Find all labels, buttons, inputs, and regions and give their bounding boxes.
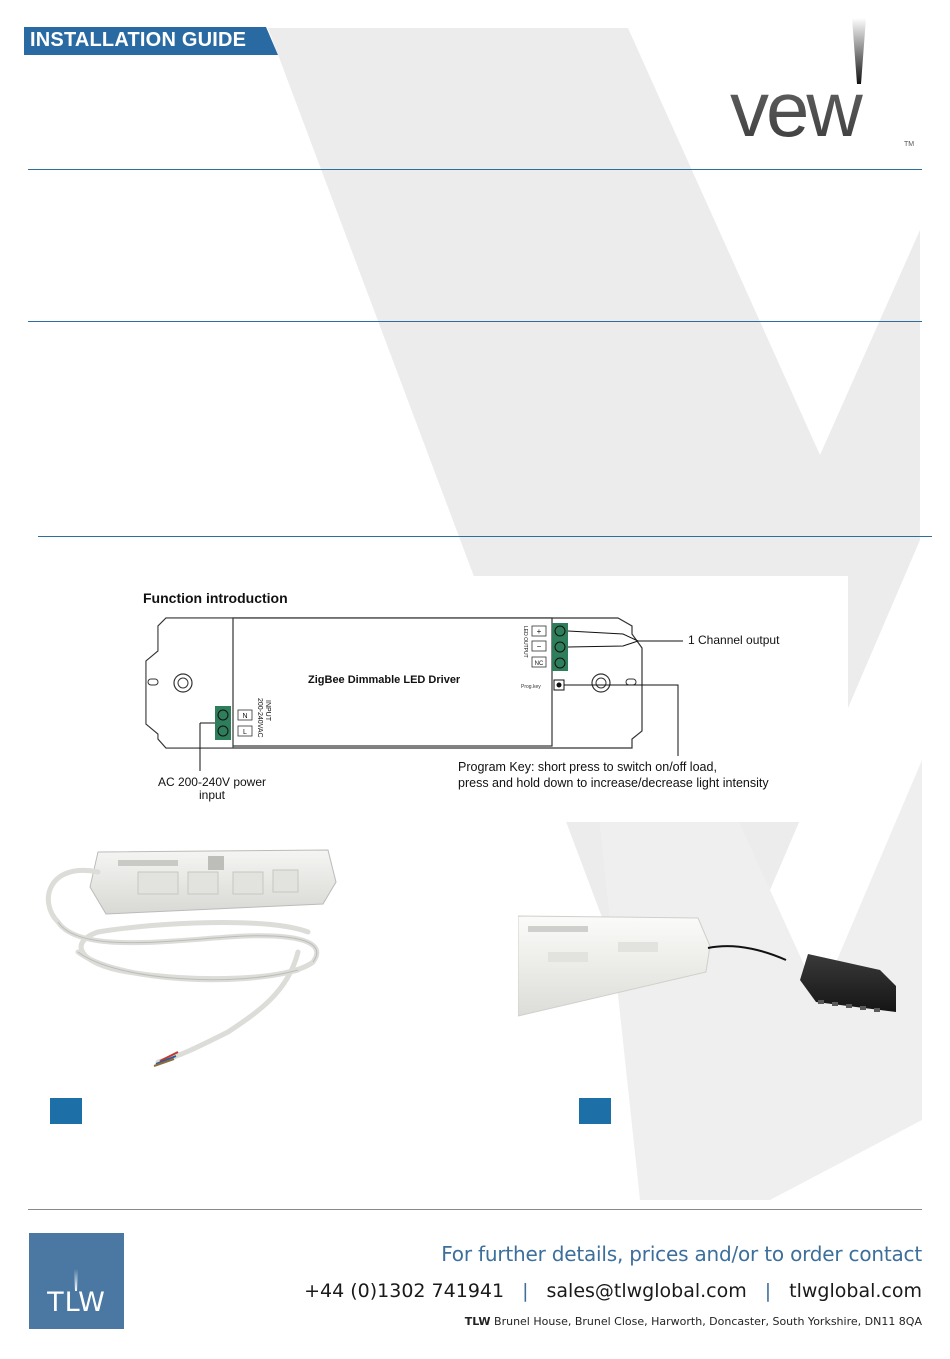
function-diagram: [118, 576, 848, 822]
program-key-desc-line1: Program Key: short press to switch on/off load,: [458, 760, 717, 774]
footer-rule: [28, 1209, 922, 1210]
email-link[interactable]: sales@tlwglobal.com: [546, 1280, 747, 1302]
contact-separator-1: |: [522, 1280, 529, 1302]
step-marker-right: [579, 1098, 611, 1124]
phone-number[interactable]: +44 (0)1302 741941: [304, 1280, 505, 1302]
logo-tm: TM: [904, 141, 915, 148]
input-label-line2: 200-240VAC: [256, 698, 263, 738]
tlw-brand-text: TLW: [47, 1287, 106, 1318]
logo-text: vew: [730, 65, 860, 153]
power-input-line1: AC 200-240V power: [157, 775, 267, 789]
address-line: [465, 1315, 922, 1328]
section-rule-1: [28, 321, 922, 322]
terminal-label-minus: −: [536, 642, 542, 651]
terminal-label-nc: NC: [534, 661, 544, 667]
contact-row: [304, 1280, 922, 1302]
output-terminal-block: [552, 623, 568, 671]
section-rule-2: [38, 536, 932, 537]
tlw-logo: [29, 1233, 124, 1329]
led-output-label: LED OUTPUT: [522, 626, 528, 658]
terminal-label-plus: +: [536, 627, 542, 636]
driver-name: ZigBee Dimmable LED Driver: [308, 674, 461, 686]
contact-separator-2: |: [764, 1280, 772, 1302]
terminal-label-l: L: [243, 729, 247, 736]
installation-guide-banner: [24, 27, 278, 55]
website-link[interactable]: tlwglobal.com: [789, 1280, 922, 1302]
prog-key-small-label: Prog.key: [521, 684, 541, 690]
power-input-line2: input: [198, 788, 226, 802]
address-brand: TLW: [464, 1315, 491, 1328]
input-terminal-block: [215, 706, 231, 740]
terminal-label-n: N: [242, 713, 248, 720]
driver-with-connector-photo: [518, 912, 896, 1020]
driver-with-cable-photo: [38, 842, 338, 1070]
program-key-desc-line2: press and hold down to increase/decrease light intensity: [458, 776, 769, 790]
output-callout-label: 1 Channel output: [688, 633, 780, 647]
address-text: Brunel House, Brunel Close, Harworth, Doncaster, South Yorkshire, DN11 8QA: [494, 1315, 922, 1328]
program-key-dot: [557, 683, 562, 688]
step-marker-left: [50, 1098, 82, 1124]
input-label-line1: INPUT: [264, 700, 271, 721]
contact-heading: For further details, prices and/or to order contact: [441, 1242, 922, 1266]
header-rule: [28, 169, 922, 170]
banner-label: INSTALLATION GUIDE: [30, 29, 247, 51]
diagram-title: Function introduction: [143, 590, 288, 606]
vew-logo: [728, 18, 928, 168]
